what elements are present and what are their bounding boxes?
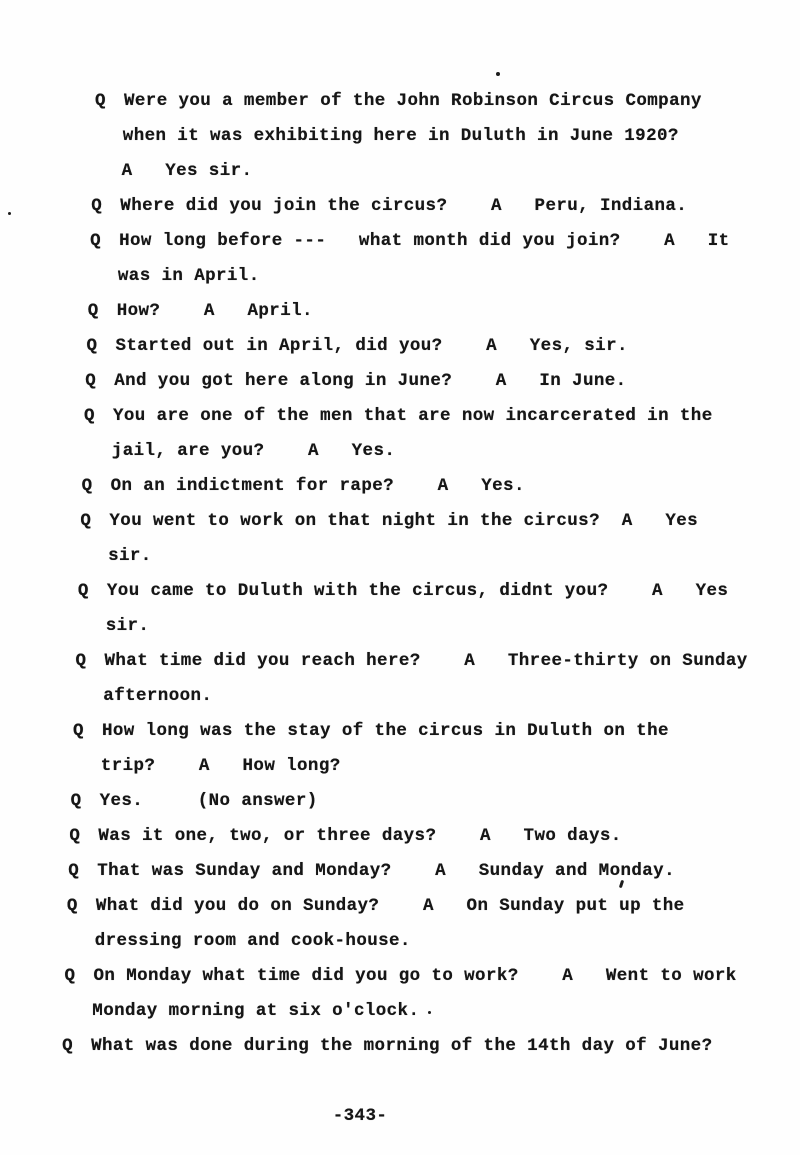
continuation-line [74, 679, 800, 714]
question-line [68, 854, 800, 889]
line-text: A Yes sir. [121, 161, 253, 181]
scan-speck-icon [496, 72, 500, 76]
question-line [80, 504, 800, 539]
line-text: Was it one, two, or three days? A Two days. [98, 826, 622, 846]
q-marker: Q [86, 336, 98, 356]
page-number: -343- [332, 1106, 388, 1126]
question-line [82, 469, 800, 504]
q-marker: Q [80, 511, 92, 531]
line-text: How? A April. [116, 301, 313, 321]
q-marker: Q [87, 301, 99, 321]
question-line [78, 574, 800, 609]
q-marker: Q [81, 476, 93, 496]
continuation-line [89, 259, 800, 294]
line-text: On an indictment for rape? A Yes. [110, 476, 525, 496]
line-text: dressing room and cook-house. [94, 931, 411, 951]
continuation-line [77, 609, 800, 644]
question-line [84, 399, 800, 434]
line-text: when it was exhibiting here in Duluth in June 1920? [122, 126, 679, 146]
line-text: was in April. [117, 266, 260, 286]
line-text: How long was the stay of the circus in Duluth on the [102, 721, 669, 741]
continuation-line [63, 994, 800, 1029]
question-line [87, 329, 800, 364]
continuation-line [79, 539, 800, 574]
q-marker: Q [90, 231, 101, 251]
answer-line [93, 154, 800, 189]
line-text: How long before --- what month did you join? A It [119, 231, 730, 251]
line-text: Yes. (No answer) [99, 791, 318, 811]
q-marker: Q [91, 196, 103, 216]
continuation-line [94, 119, 800, 154]
question-line [71, 784, 800, 819]
question-line [69, 819, 800, 854]
line-text: Monday morning at six o'clock. [92, 1001, 420, 1021]
line-text: Started out in April, did you? A Yes, sir. [115, 336, 628, 356]
q-marker: Q [95, 91, 106, 111]
line-text: afternoon. [103, 686, 213, 706]
question-line [67, 889, 800, 924]
q-marker: Q [62, 1036, 73, 1056]
q-marker: Q [70, 791, 82, 811]
continuation-line [66, 924, 800, 959]
q-marker: Q [68, 861, 80, 881]
q-marker: Q [64, 966, 76, 986]
q-marker: Q [85, 371, 97, 391]
question-line [95, 84, 800, 119]
line-text: What was done during the morning of the 14th day of June? [91, 1036, 713, 1056]
question-line [73, 714, 800, 749]
q-marker: Q [84, 406, 95, 426]
line-text: trip? A How long? [100, 756, 341, 776]
continuation-line [72, 749, 800, 784]
question-line [62, 1029, 800, 1064]
line-text: On Monday what time did you go to work? A Went to work [93, 966, 737, 986]
q-marker: Q [77, 581, 89, 601]
question-line [90, 224, 800, 259]
q-marker: Q [69, 826, 81, 846]
question-line [88, 294, 800, 329]
q-marker: Q [75, 651, 87, 671]
line-text: That was Sunday and Monday? A Sunday and Monday. [97, 861, 675, 881]
continuation-line [83, 434, 800, 469]
q-marker: Q [73, 721, 84, 741]
line-text: sir. [105, 616, 150, 636]
line-text: sir. [108, 546, 152, 566]
line-text: jail, are you? A Yes. [111, 441, 396, 461]
line-text: What did you do on Sunday? A On Sunday put up the [95, 896, 685, 916]
line-text: And you got here along in June? A In June. [114, 371, 627, 391]
line-text: You came to Duluth with the circus, didnt you? A Yes [106, 581, 729, 601]
q-marker: Q [66, 896, 78, 916]
line-text: Were you a member of the John Robinson Circus Company [124, 91, 702, 111]
question-line [76, 644, 800, 679]
line-text: What time did you reach here? A Three-thirty on Sunday [104, 651, 748, 671]
transcript-lines [0, 84, 800, 1064]
question-line [85, 364, 800, 399]
line-text: You are one of the men that are now incarcerated in the [113, 406, 713, 426]
question-line [91, 189, 800, 224]
line-text: Where did you join the circus? A Peru, Indiana. [120, 196, 688, 216]
question-line [65, 959, 800, 994]
line-text: You went to work on that night in the circus? A Yes [109, 511, 699, 531]
